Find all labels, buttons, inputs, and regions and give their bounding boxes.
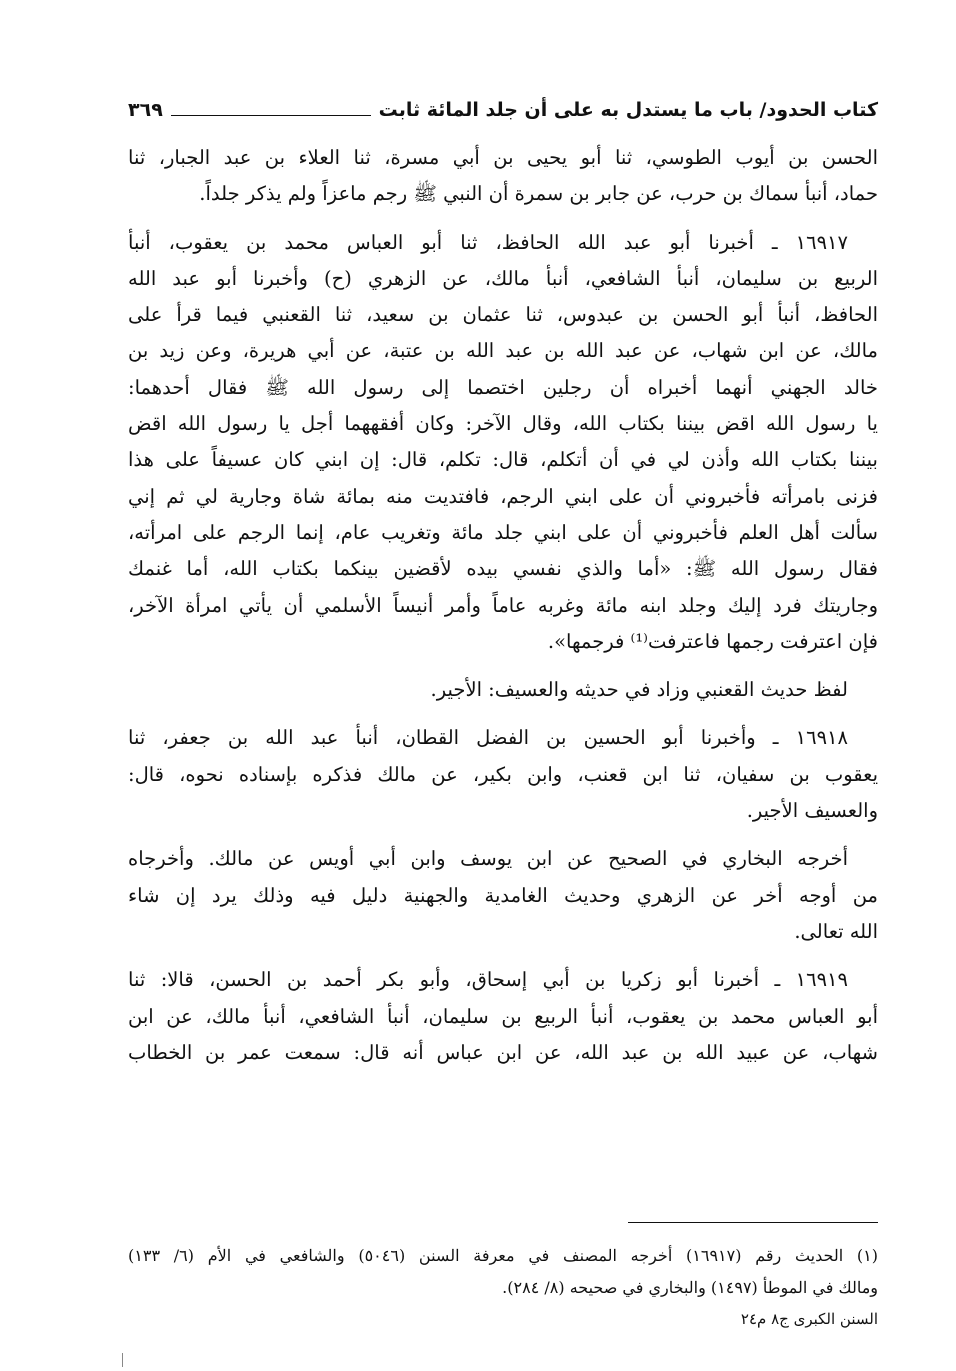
text-line: فقال رسول الله ﷺ: «أما والذي نفسي بيده لأقضين بينكما بكتاب الله، أما غنمك bbox=[128, 557, 878, 581]
paragraph bbox=[128, 672, 878, 708]
text-line: الحافظ، أنبأ أبو الحسن بن عبدوس، ثنا عثمان بن سعيد، ثنا القعنبي فيما قرأ على bbox=[128, 303, 878, 327]
text-line: فزنى بامرأته فأخبروني أن على ابني الرجم، فافتديت منه بمائة شاة وجارية لي ثم إني bbox=[128, 484, 878, 508]
printer-signature: السنن الكبرى ج٨ م٢٤ bbox=[740, 1310, 878, 1328]
footnote-line: ومالك في الموطأ (١٤٩٧) والبخاري في صحيحه (٨/ ٢٨٤). bbox=[502, 1278, 878, 1297]
text-line: سألت أهل العلم فأخبروني أن على ابني جلد مائة وتغريب عام، إنما الرجم على امرأته، bbox=[128, 520, 878, 544]
paragraph bbox=[128, 225, 878, 661]
margin-mark bbox=[122, 1353, 123, 1367]
running-header bbox=[128, 84, 878, 120]
text-line: ١٦٩١٩ ـ أخبرنا أبو زكريا بن أبي إسحاق، وأبو بكر أحمد بن الحسن، قالا: ثنا bbox=[128, 968, 848, 992]
page-number: ٣٦٩ bbox=[128, 99, 163, 121]
text-line: يعقوب بن سفيان، ثنا ابن قعنب، وابن بكير، عن مالك فذكره بإسناده نحوه، قال: bbox=[128, 762, 878, 786]
text-line: ١٦٩١٨ ـ وأخبرنا أبو الحسين بن الفضل القطان، أنبأ عبد الله بن جعفر، ثنا bbox=[128, 726, 848, 750]
text-line: فإن اعترفت رجمها فاعترفت⁽¹⁾ فرجمها». bbox=[547, 629, 878, 653]
paragraph bbox=[128, 962, 878, 1071]
paragraph bbox=[128, 140, 878, 213]
header-rule bbox=[171, 115, 371, 116]
text-line: من أوجه أخر عن الزهري وحديث الغامدية والجهنية دليل فيه وذلك يرد إن شاء bbox=[128, 883, 878, 907]
text-line: أخرجه البخاري في الصحيح عن ابن يوسف وابن أبي أويس عن مالك. وأخرجاه bbox=[128, 847, 848, 871]
main-text bbox=[128, 140, 878, 1083]
text-line: شهاب، عن عبيد الله بن عبد الله، عن ابن عباس أنه قال: سمعت عمر بن الخطاب bbox=[128, 1040, 878, 1064]
paragraph bbox=[128, 720, 878, 829]
text-line: أبو العباس محمد بن يعقوب، أنبأ الربيع بن سليمان، أنبأ الشافعي، أنبأ مالك، عن ابن bbox=[128, 1004, 878, 1028]
text-line: الحسن بن أيوب الطوسي، ثنا أبو يحيى بن أبي مسرة، ثنا العلاء بن عبد الجبار، ثنا bbox=[128, 146, 878, 169]
text-line: وجاريتك فرد إليك وجلد ابنه مائة وغربه عاماً وأمر أنيساً الأسلمي أن يأتي امرأة الآخر، bbox=[128, 593, 878, 617]
text-line: مالك، عن ابن شهاب، عن عبد الله بن عبد الله بن عتبة، عن أبي هريرة، وعن زيد بن bbox=[128, 339, 878, 363]
text-line: خالد الجهني أنهما أخبراه أن رجلين اختصما إلى رسول الله ﷺ فقال أحدهما: bbox=[128, 375, 878, 399]
text-line: ١٦٩١٧ ـ أخبرنا أبو عبد الله الحافظ، ثنا أبو العباس محمد بن يعقوب، أنبأ bbox=[128, 230, 848, 254]
text-line: بيننا بكتاب الله وأذن لي في أن أتكلم، قال: تكلم، قال: إن ابني كان عسيفاً على هذا bbox=[128, 448, 878, 472]
text-line: حماد، أنبأ سماك بن حرب، عن جابر بن سمرة أن النبي ﷺ رجم ماعزاً ولم يذكر جلداً. bbox=[199, 182, 878, 206]
text-line: الله تعالى. bbox=[794, 919, 878, 943]
header-title: كتاب الحدود/ باب ما يستدل به على أن جلد المائة ثابت bbox=[378, 99, 878, 121]
paragraph bbox=[128, 841, 878, 950]
text-line: لفظ حديث القعنبي وزاد في حديثه والعسيف: الأجير. bbox=[430, 678, 848, 702]
text-line: الربيع بن سليمان، أنبأ الشافعي، أنبأ مالك، عن الزهري (ح) وأخبرنا أبو عبد الله bbox=[128, 266, 878, 290]
text-line: والعسيف الأجير. bbox=[746, 799, 878, 823]
text-line: يا رسول الله اقض بيننا بكتاب الله، وقال الآخر: وكان أفقههما أجل يا رسول الله اقض bbox=[128, 412, 878, 436]
footnote-line: (١) الحديث رقم (١٦٩١٧) أخرجه المصنف في معرفة السنن (٥٠٤٦) والشافعي في الأم (٦/ ١٣٣) bbox=[128, 1246, 878, 1265]
footnote-separator bbox=[628, 1222, 878, 1223]
footnotes bbox=[128, 1240, 878, 1304]
